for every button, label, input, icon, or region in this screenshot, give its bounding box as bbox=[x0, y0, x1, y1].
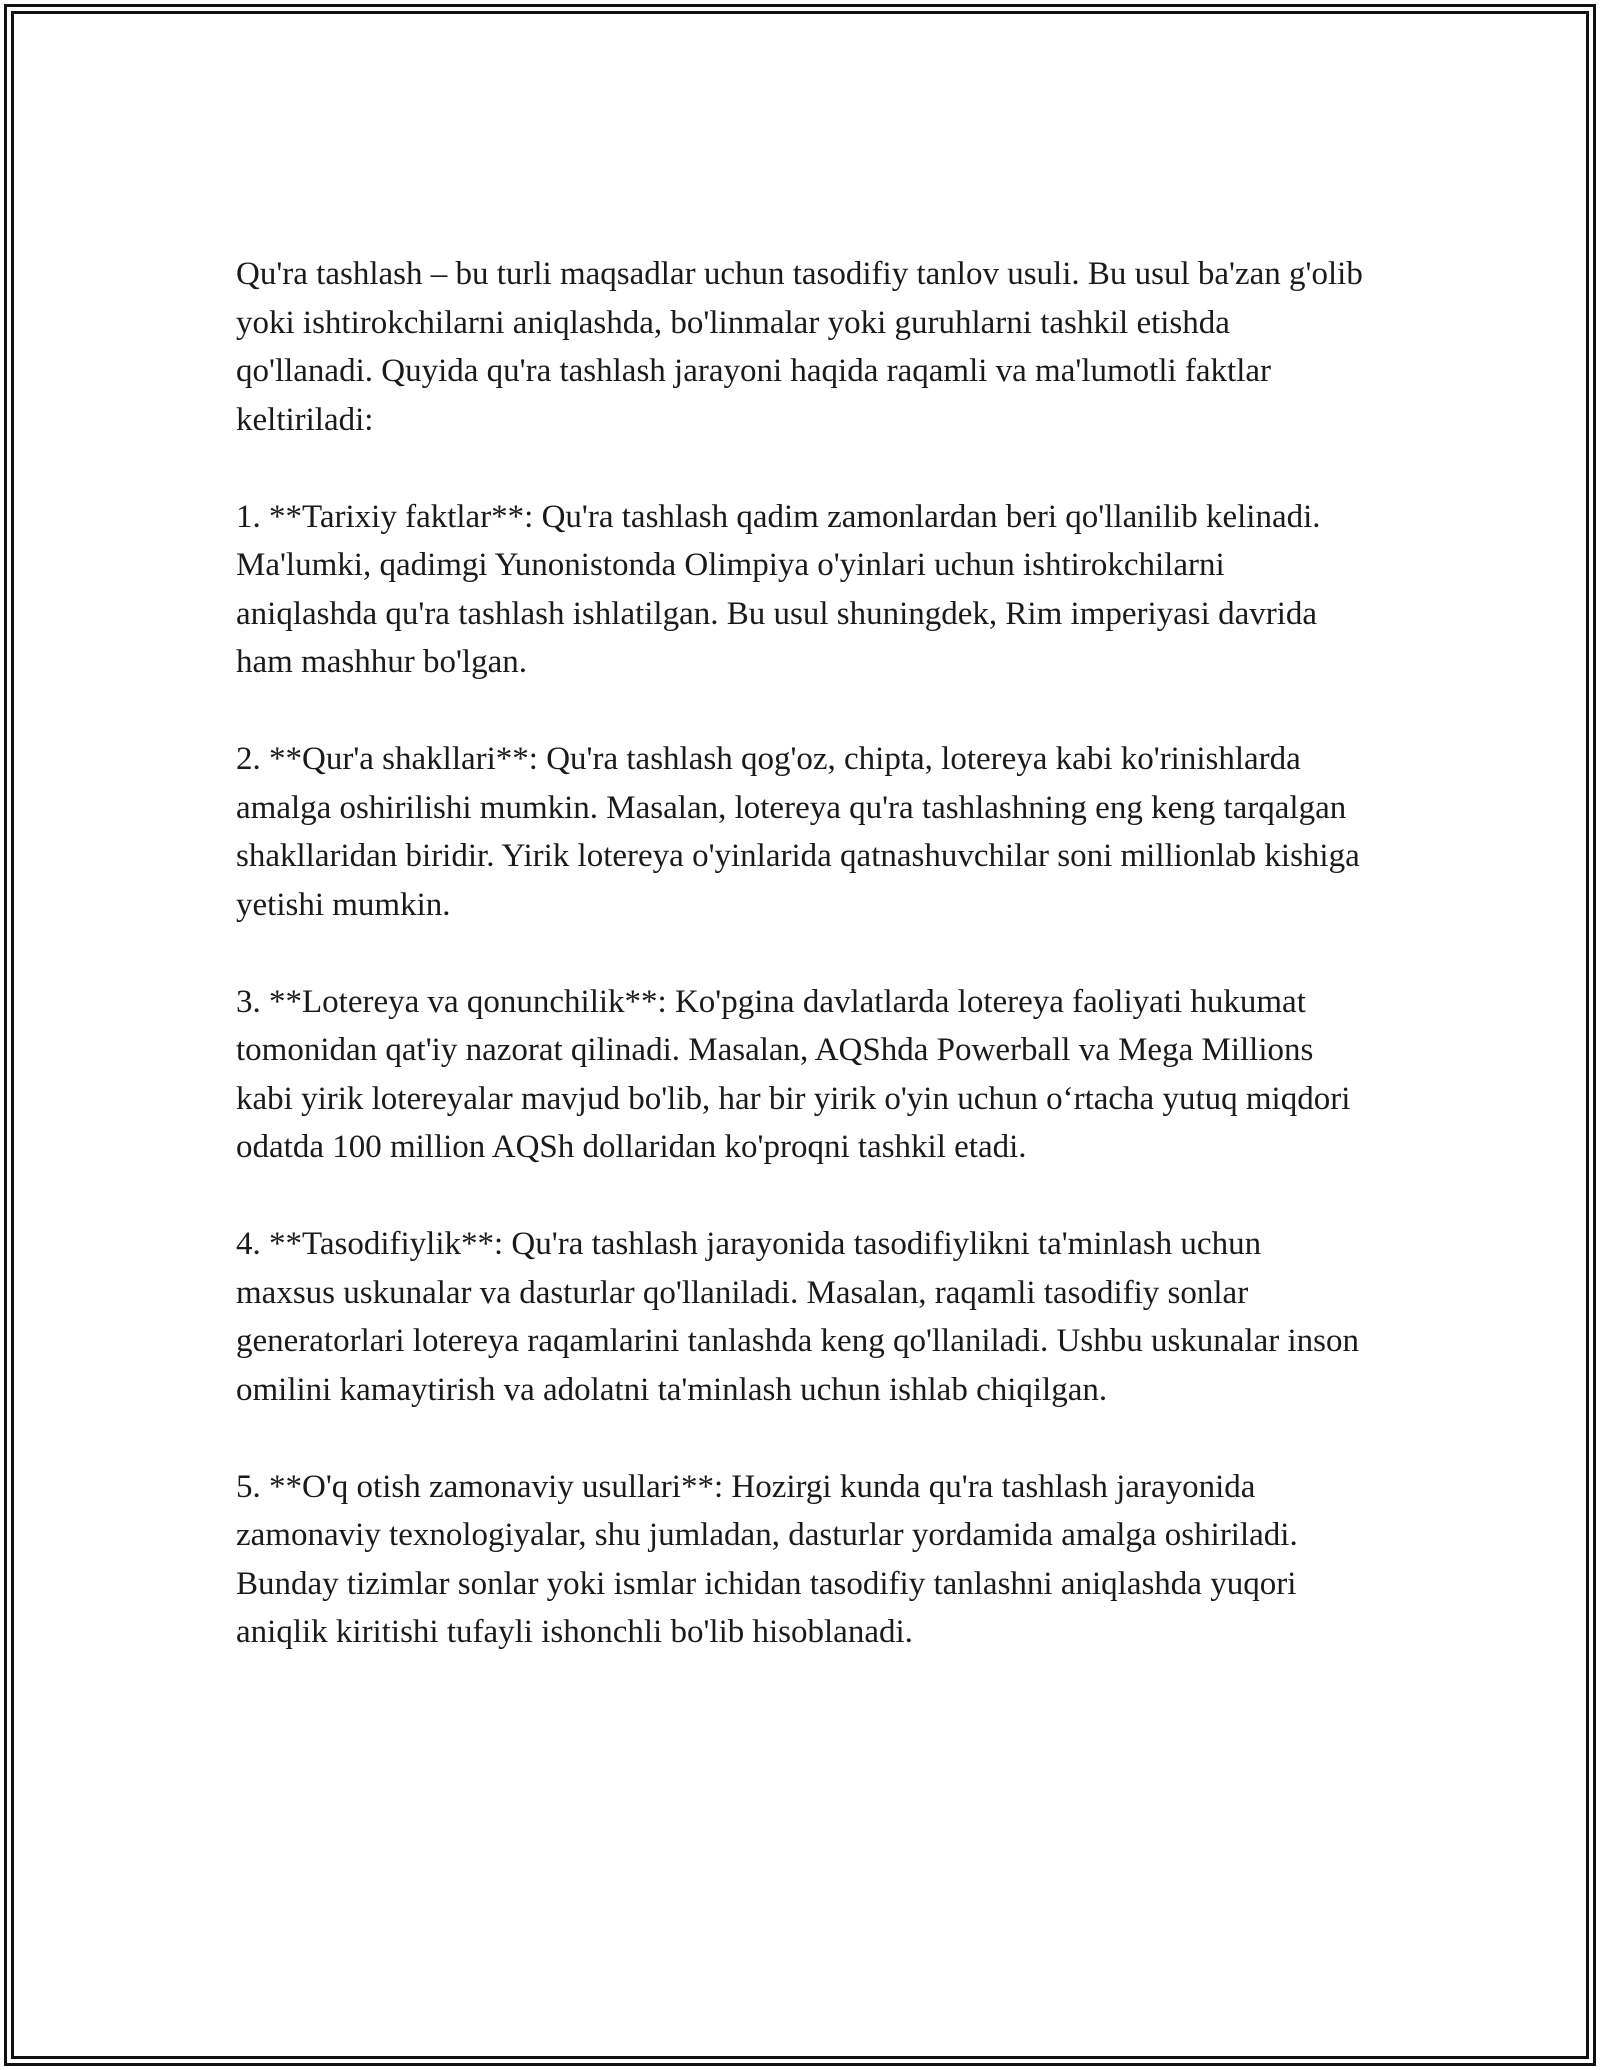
list-item: 3. **Lotereya va qonunchilik**: Ko'pgina davlatlarda lotereya faoliyati hukumat tomonidan qat'iy nazorat qilinadi. Masalan, AQShda Powerball va Mega Millions kabi yirik lotereyalar mavjud bo'lib, har bir yirik o'yin uchun o‘rtacha yutuq miqdori odatda 100 million AQSh dollaridan ko'proqni tashkil etadi. bbox=[236, 983, 1351, 1165]
intro-paragraph: Qu'ra tashlash – bu turli maqsadlar uchun tasodifiy tanlov usuli. Bu usul ba'zan g'olib yoki ishtirokchilarni aniqlashda, bo'linmalar yoki guruhlarni tashkil etishda qo'llanadi. Quyida qu'ra tashlash jarayoni haqida raqamli va ma'lumotli faktlar keltiriladi: bbox=[236, 256, 1363, 438]
list-item: 5. **O'q otish zamonaviy usullari**: Hozirgi kunda qu'ra tashlash jarayonida zamonaviy texnologiyalar, shu jumladan, dasturlar yordamida amalga oshiriladi. Bunday tizimlar sonlar yoki ismlar ichidan tasodifiy tanlashni aniqlashda yuqori aniqlik kiritishi tufayli ishonchli bo'lib hisoblanadi. bbox=[236, 1468, 1298, 1650]
document-body bbox=[236, 250, 1366, 1705]
list-item: 2. **Qur'a shakllari**: Qu'ra tashlash qog'oz, chipta, lotereya kabi ko'rinishlarda amalga oshirilishi mumkin. Masalan, lotereya qu'ra tashlashning eng keng tarqalgan shakllaridan biridir. Yirik lotereya o'yinlarida qatnashuvchilar soni millionlab kishiga yetishi mumkin. bbox=[236, 741, 1360, 923]
list-item: 4. **Tasodifiylik**: Qu'ra tashlash jarayonida tasodifiylikni ta'minlash uchun maxsus uskunalar va dasturlar qo'llaniladi. Masalan, raqamli tasodifiy sonlar generatorlari lotereya raqamlarini tanlashda keng qo'llaniladi. Ushbu uskunalar inson omilini kamaytirish va adolatni ta'minlash uchun ishlab chiqilgan. bbox=[236, 1226, 1359, 1408]
list-item: 1. **Tarixiy faktlar**: Qu'ra tashlash qadim zamonlardan beri qo'llanilib kelinadi. Ma'lumki, qadimgi Yunonistonda Olimpiya o'yinlari uchun ishtirokchilarni aniqlashda qu'ra tashlash ishlatilgan. Bu usul shuningdek, Rim imperiyasi davrida ham mashhur bo'lgan. bbox=[236, 498, 1321, 680]
